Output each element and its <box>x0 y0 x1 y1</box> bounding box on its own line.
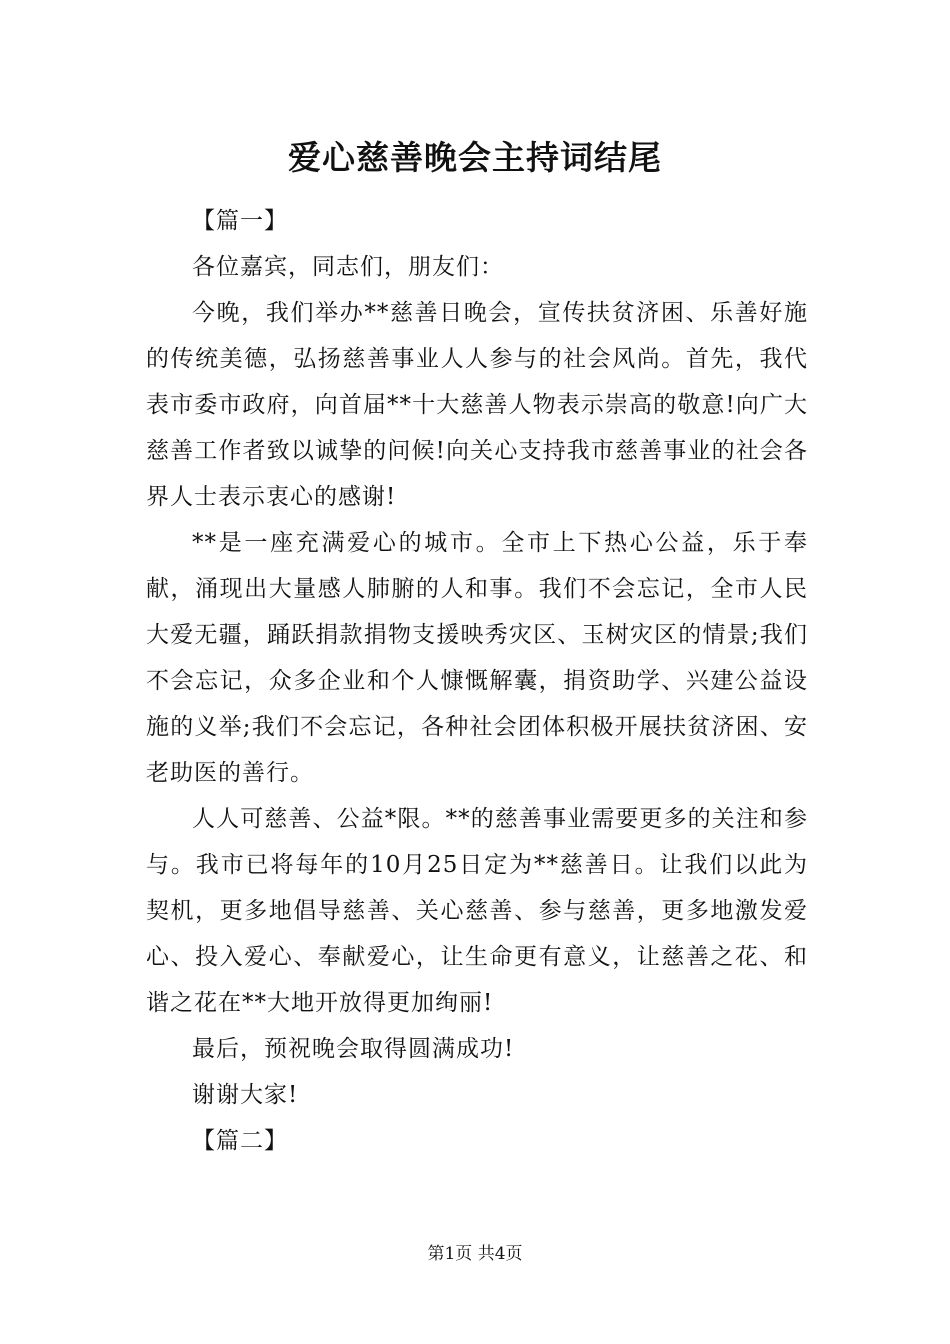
document-body <box>146 198 808 1164</box>
closing-thanks: 谢谢大家! <box>192 1082 299 1108</box>
section-heading-1: 【篇一】 <box>192 208 288 234</box>
paragraph: 今晚，我们举办**慈善日晚会，宣传扶贫济困、乐善好施的传统美德，弘扬慈善事业人人参与的社会风尚。首先，我代表市委市政府，向首届**十大慈善人物表示崇高的敬意!向广大慈善工作者致以诚挚的问候!向关心支持我市慈善事业的社会各界人士表示衷心的感谢! <box>146 300 808 510</box>
document-title: 爱心慈善晚会主持词结尾 <box>288 138 662 177</box>
section-heading-2: 【篇二】 <box>192 1128 288 1154</box>
paragraph: 人人可慈善、公益*限。**的慈善事业需要更多的关注和参与。我市已将每年的10月25日定为**慈善日。让我们以此为契机，更多地倡导慈善、关心慈善、参与慈善，更多地激发爱心、投入爱心、奉献爱心，让生命更有意义，让慈善之花、和谐之花在**大地开放得更加绚丽! <box>146 806 808 1016</box>
page-number: 第1页 共4页 <box>427 1244 523 1264</box>
paragraph: **是一座充满爱心的城市。全市上下热心公益，乐于奉献，涌现出大量感人肺腑的人和事。我们不会忘记，全市人民大爱无疆，踊跃捐款捐物支援映秀灾区、玉树灾区的情景;我们不会忘记，众多企业和个人慷慨解囊，捐资助学、兴建公益设施的义举;我们不会忘记，各种社会团体积极开展扶贫济困、安老助医的善行。 <box>146 530 808 786</box>
closing-wish: 最后，预祝晚会取得圆满成功! <box>192 1036 515 1062</box>
salutation: 各位嘉宾，同志们，朋友们： <box>192 254 504 280</box>
